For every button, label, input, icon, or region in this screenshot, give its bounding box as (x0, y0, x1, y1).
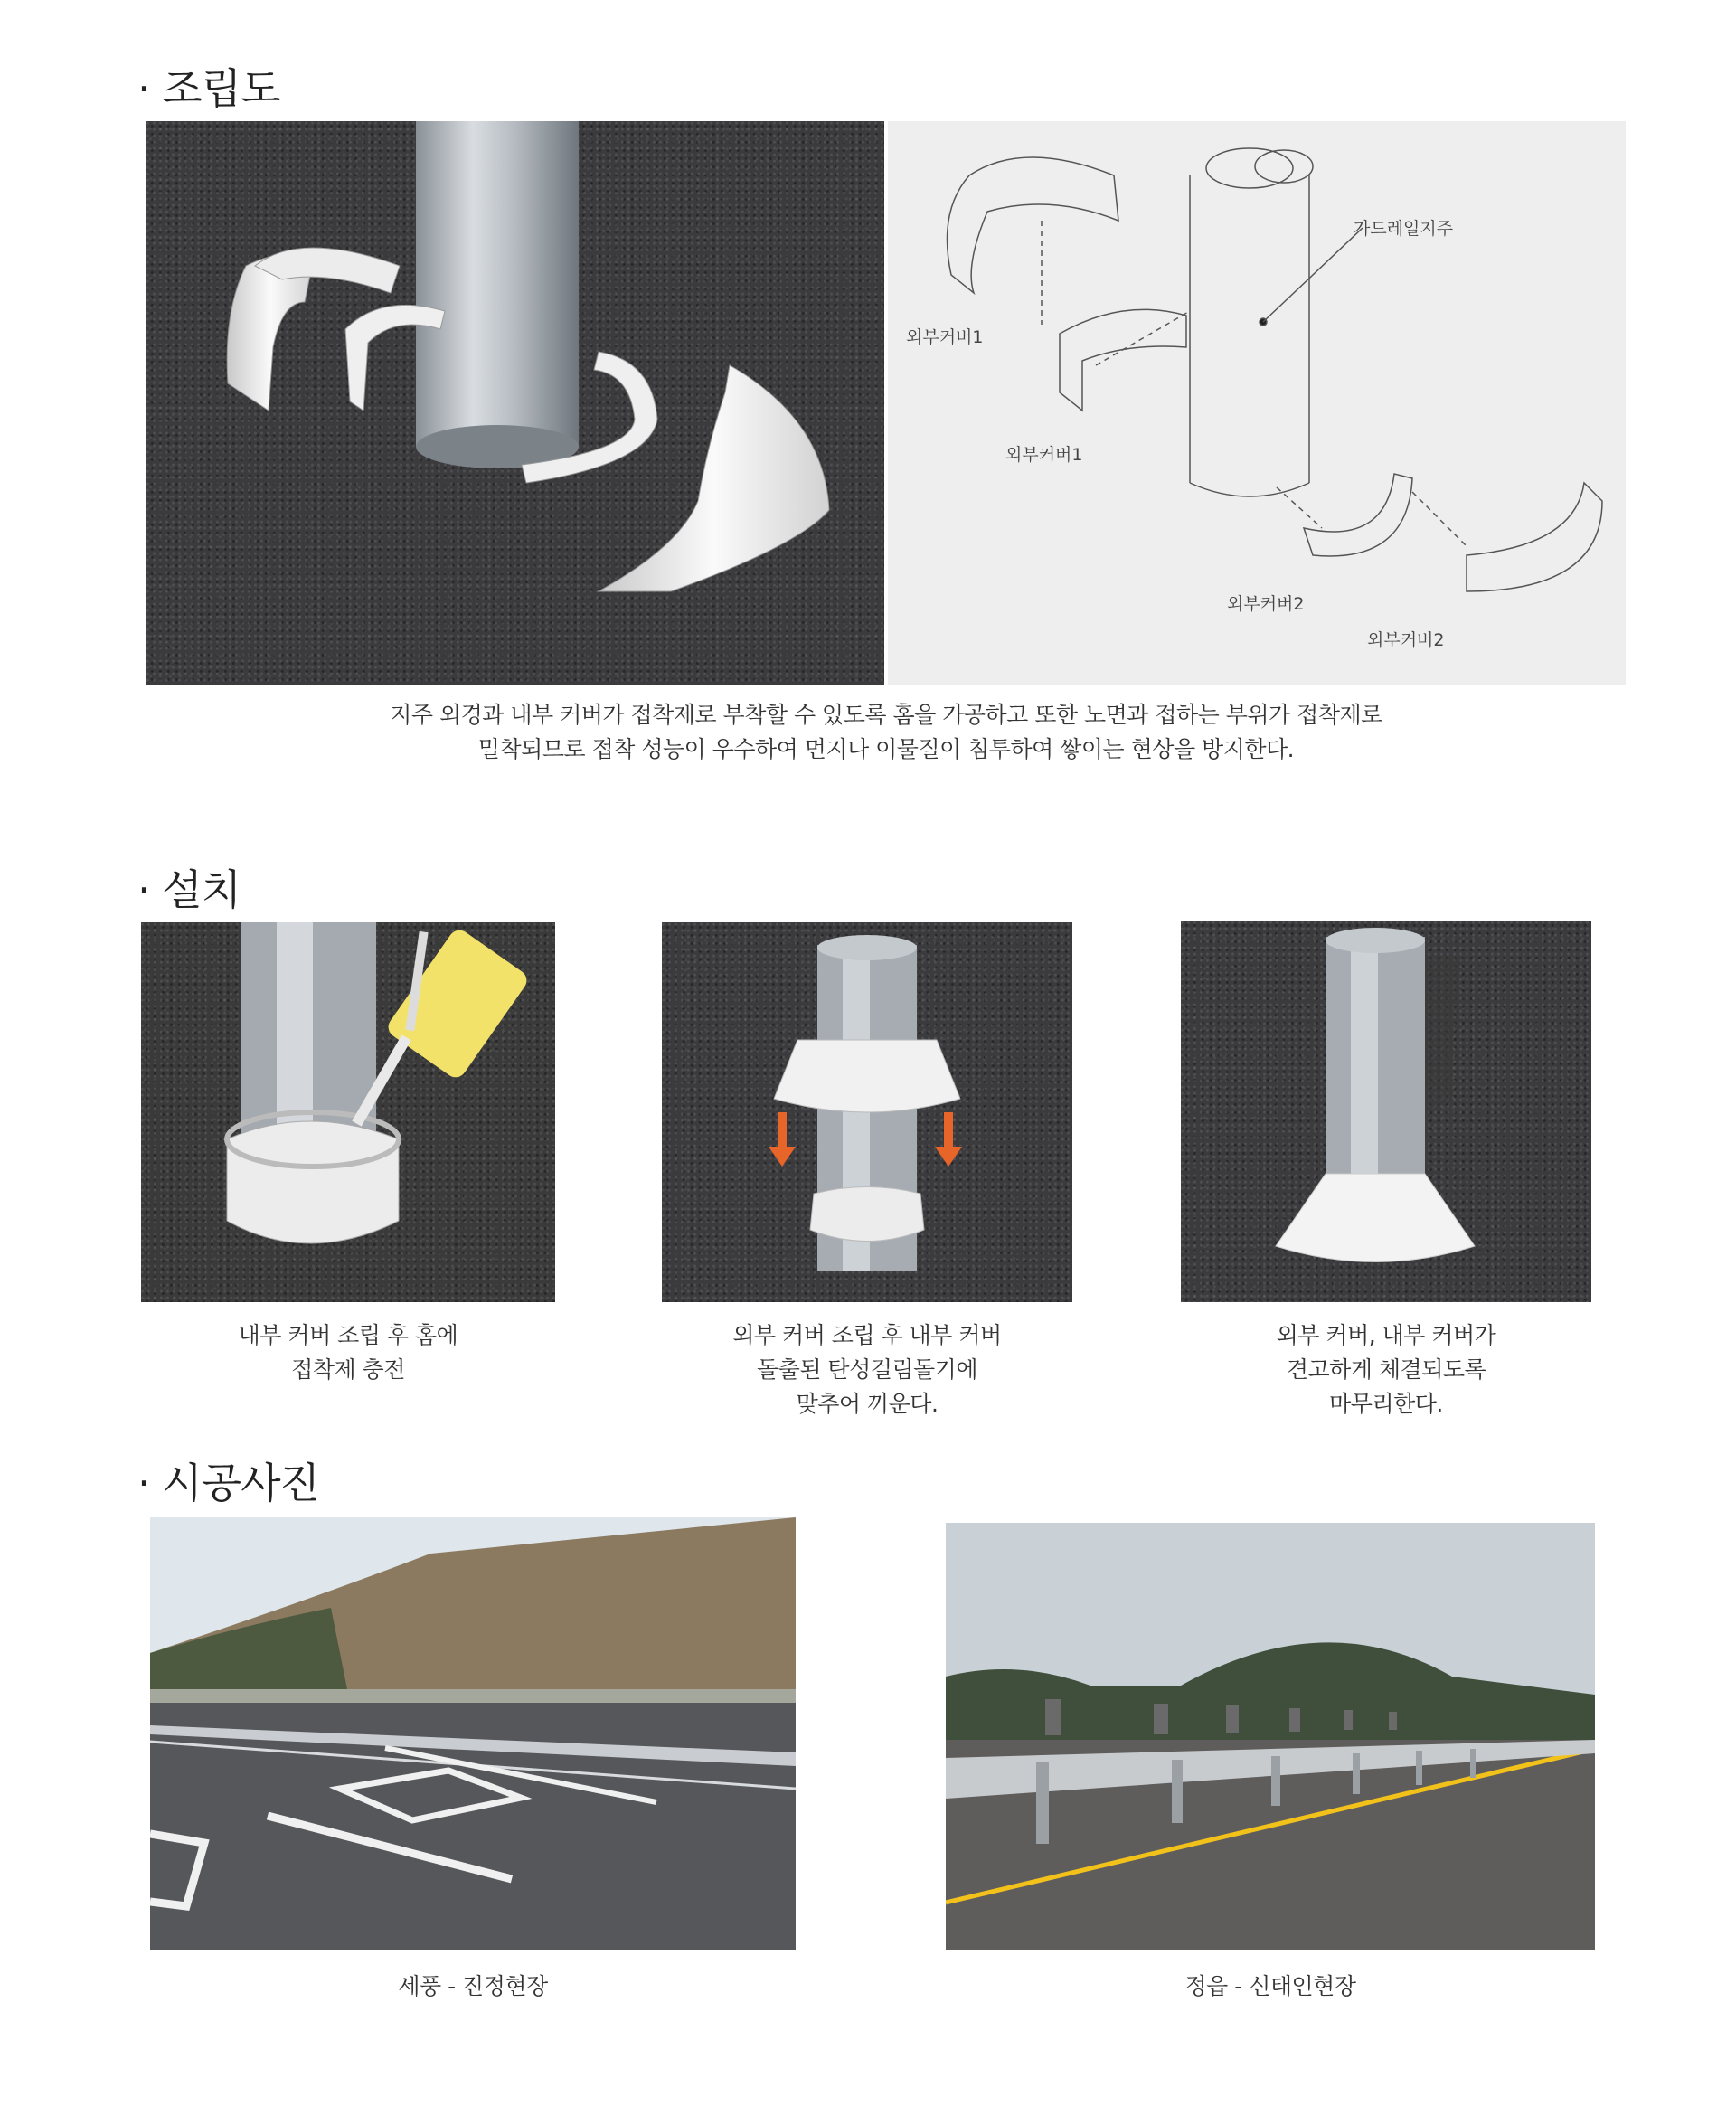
install-step3-photo (1181, 921, 1591, 1302)
step1-caption-line2: 접착제 충전 (291, 1356, 405, 1383)
label-outer-cover2-a: 외부커버2 (1227, 594, 1305, 614)
section-title-assembly: · 조립도 (137, 64, 280, 113)
install-step1-caption (141, 1318, 555, 1387)
label-guardrail-post: 가드레일지주 (1354, 219, 1454, 239)
install-step3-caption (1181, 1318, 1591, 1422)
label-outer-cover2-b: 외부커버2 (1367, 630, 1445, 650)
step3-caption-line2: 견고하게 체결되도록 (1286, 1356, 1486, 1383)
assembly-description-line1: 지주 외경과 내부 커버가 접착제로 부착할 수 있도록 홈을 가공하고 또한 노면과 접하는 부위가 접착제로 (390, 702, 1382, 728)
assembly-photo (146, 121, 884, 685)
step2-caption-line3: 맞추어 끼운다. (796, 1391, 939, 1417)
label-outer-cover1-b: 외부커버1 (1005, 445, 1083, 465)
step3-caption-line3: 마무리한다. (1329, 1391, 1443, 1417)
assembly-description (146, 698, 1626, 767)
construction-photo-sepung-caption: 세풍 - 진정현장 (398, 1973, 548, 1999)
section-title-construction-photos: · 시공사진 (137, 1459, 319, 1507)
assembly-diagram (888, 121, 1626, 685)
install-step2-caption (662, 1318, 1072, 1422)
assembly-description-line2: 밀착되므로 접착 성능이 우수하여 먼지나 이물질이 침투하여 쌓이는 현상을 방지한다. (477, 736, 1295, 762)
construction-photo-jeongeup (946, 1523, 1595, 1950)
step1-caption-line1: 내부 커버 조립 후 홈에 (238, 1322, 458, 1348)
step3-caption-line1: 외부 커버, 내부 커버가 (1276, 1322, 1496, 1348)
install-step2-photo (662, 922, 1072, 1302)
construction-photo-jeongeup-caption: 정읍 - 신태인현장 (1184, 1973, 1356, 1999)
install-step1-photo (141, 922, 555, 1302)
adhesive-gun-icon (352, 926, 531, 1127)
construction-photo-sepung (150, 1517, 796, 1950)
step2-caption-line2: 돌출된 탄성걸림돌기에 (757, 1356, 977, 1383)
section-title-installation: · 설치 (137, 865, 241, 914)
label-outer-cover1-a: 외부커버1 (906, 327, 984, 347)
step2-caption-line1: 외부 커버 조립 후 내부 커버 (732, 1322, 1002, 1348)
